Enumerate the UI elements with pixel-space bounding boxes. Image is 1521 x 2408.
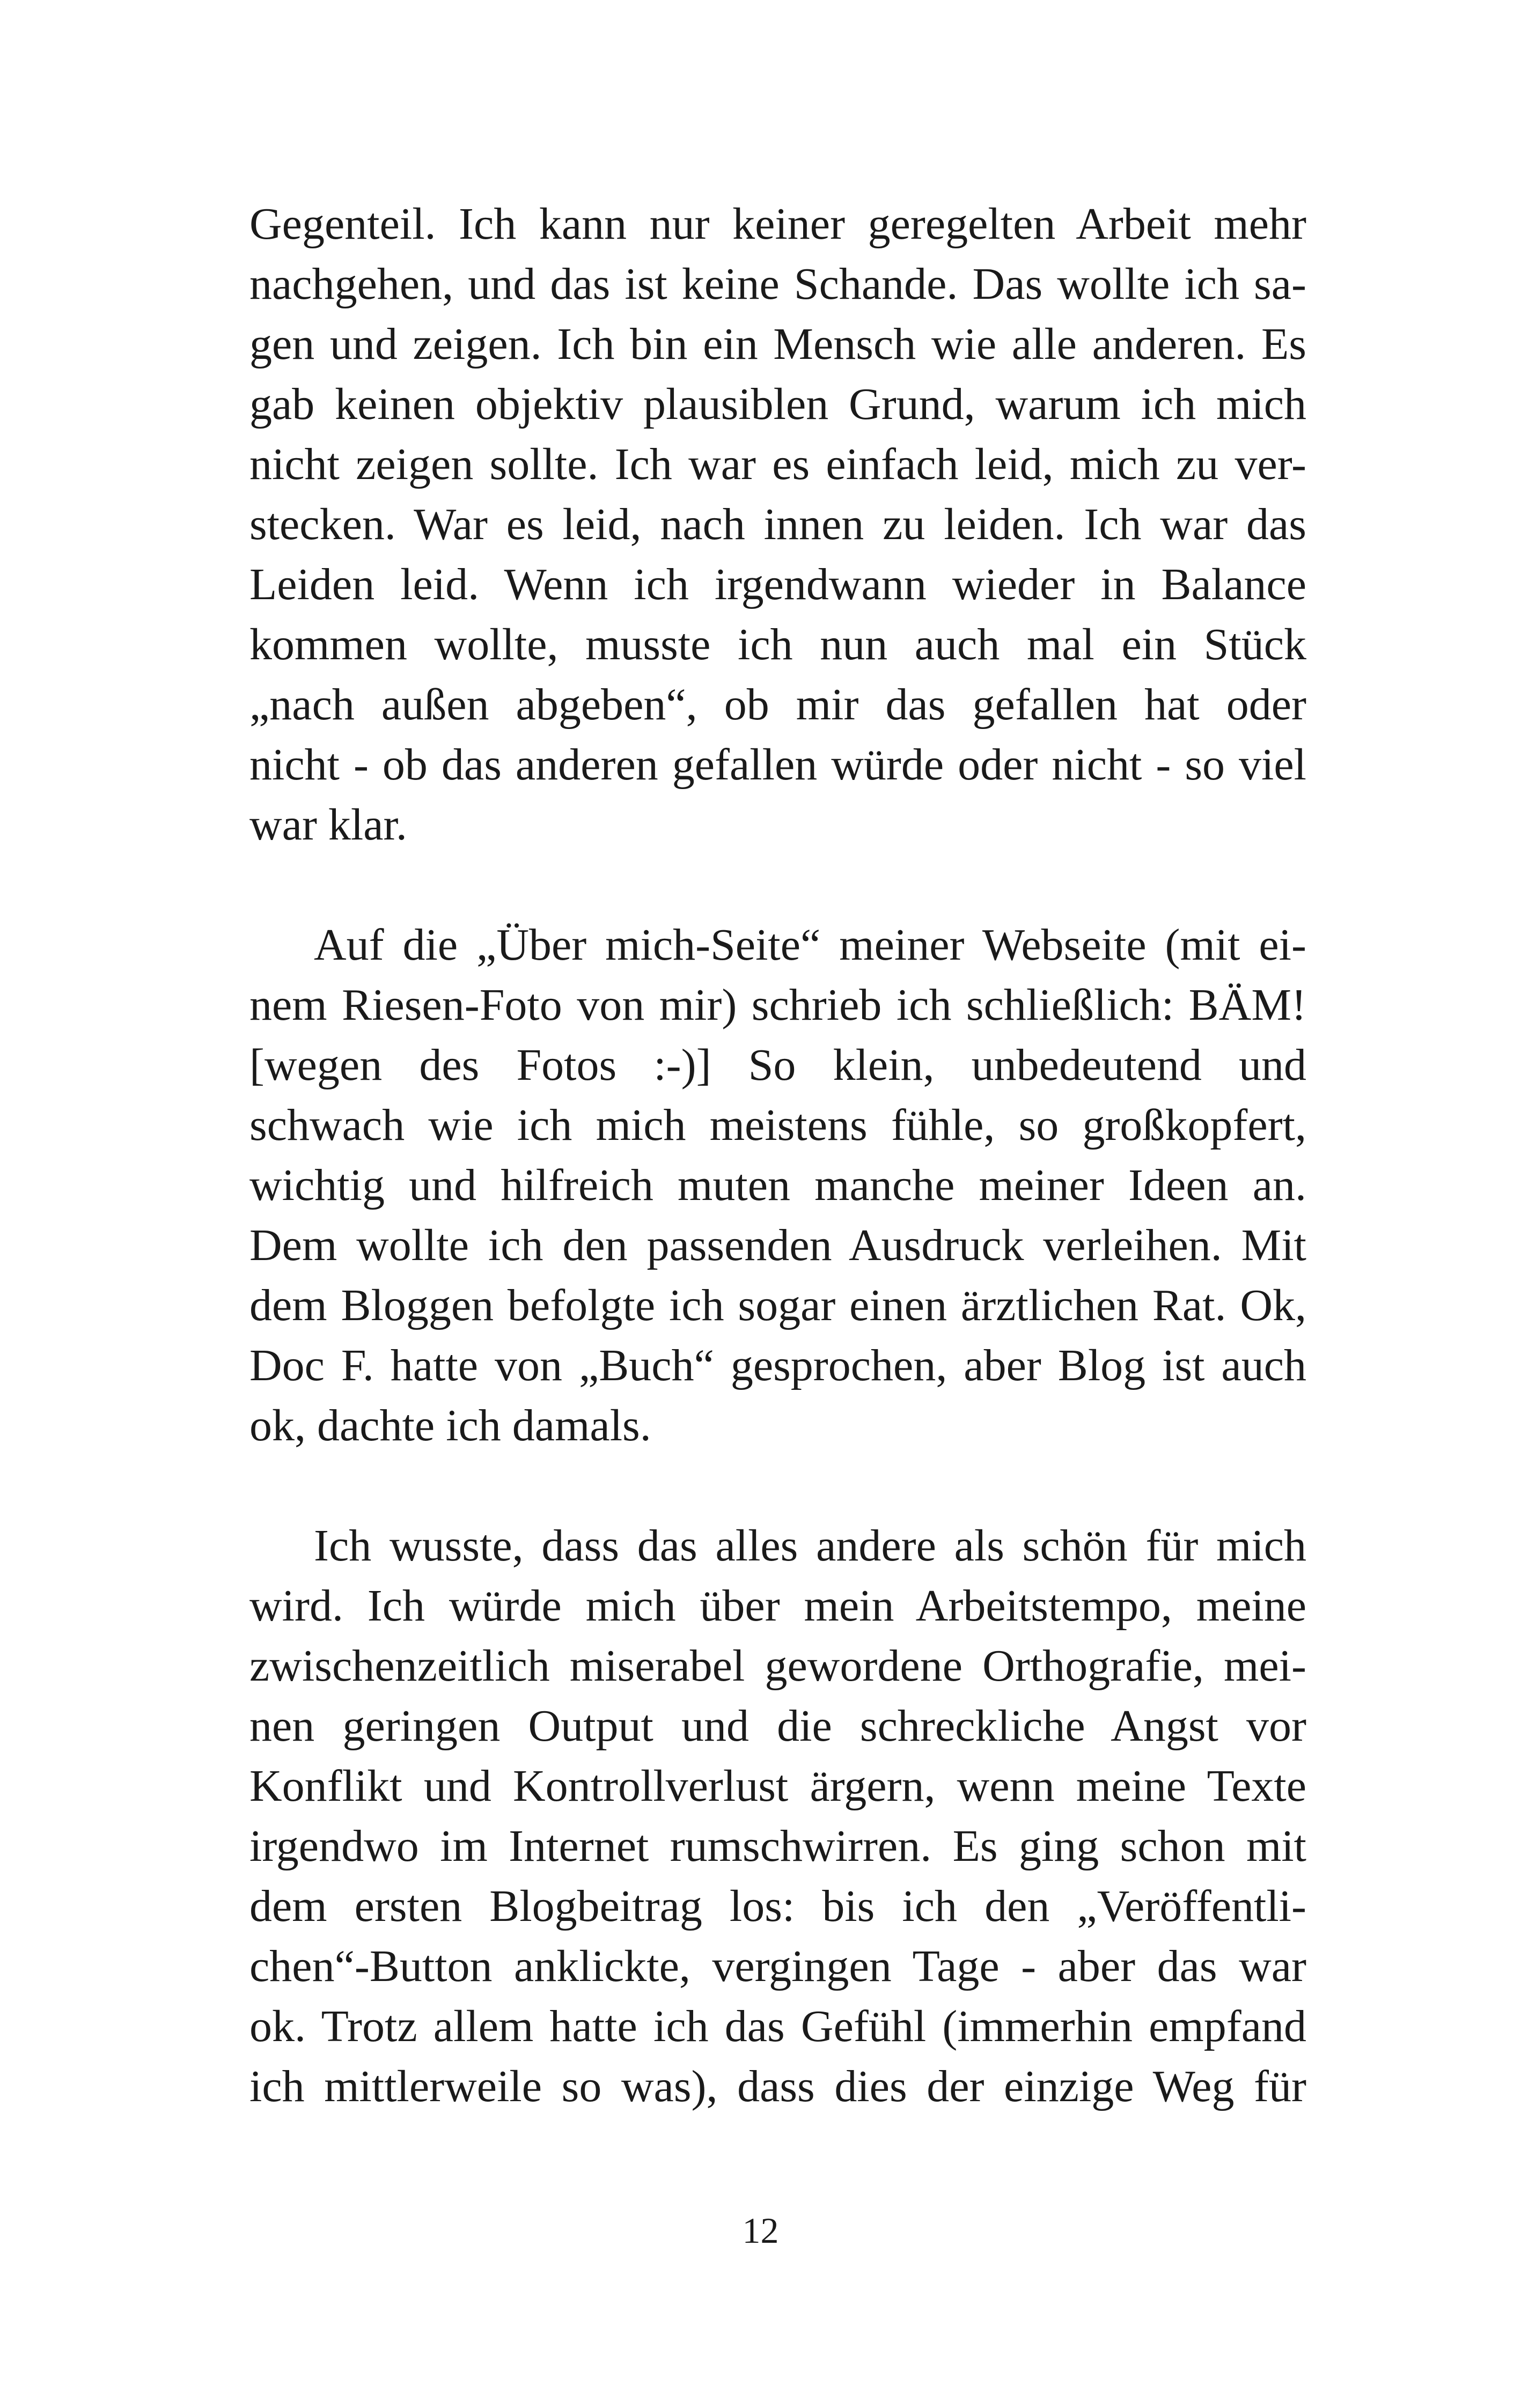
text-line: Leiden leid. Wenn ich irgendwann wieder in Balance (249, 559, 1306, 609)
text-line: nicht - ob das anderen gefallen würde oder nicht - so viel (249, 740, 1306, 790)
text-line: Gegenteil. Ich kann nur keiner geregelten Arbeit mehr (249, 199, 1306, 249)
text-line: war klar. (249, 800, 407, 850)
text-line: schwach wie ich mich meistens fühle, so großkopfert, (249, 1100, 1306, 1150)
text-line: nicht zeigen sollte. Ich war es einfach leid, mich zu ver- (249, 439, 1306, 489)
text-line: ich mittlerweile so was), dass dies der einzige Weg für (249, 2061, 1306, 2111)
text-line: irgendwo im Internet rumschwirren. Es ging schon mit (249, 1821, 1306, 1871)
paragraph-2 (249, 915, 1306, 1456)
text-line: zwischenzeitlich miserabel gewordene Orthografie, mei- (249, 1641, 1306, 1691)
text-line: ok. Trotz allem hatte ich das Gefühl (immerhin empfand (249, 2001, 1306, 2051)
text-line: dem ersten Blogbeitrag los: bis ich den „Veröffentli- (249, 1881, 1306, 1931)
page-number: 12 (742, 2210, 779, 2251)
text-line: dem Bloggen befolgte ich sogar einen ärztlichen Rat. Ok, (249, 1280, 1306, 1330)
text-line: nem Riesen-Foto von mir) schrieb ich schließlich: BÄM! (249, 980, 1306, 1030)
text-line: Ich wusste, dass das alles andere als schön für mich (314, 1521, 1306, 1571)
text-line: stecken. War es leid, nach innen zu leiden. Ich war das (249, 499, 1306, 549)
text-line: Dem wollte ich den passenden Ausdruck verleihen. Mit (249, 1220, 1306, 1270)
text-line: [wegen des Fotos :-)] So klein, unbedeutend und (249, 1040, 1306, 1090)
text-line: gab keinen objektiv plausiblen Grund, warum ich mich (249, 379, 1306, 429)
text-line: chen“-Button anklickte, vergingen Tage - aber das war (249, 1941, 1306, 1991)
text-line: Doc F. hatte von „Buch“ gesprochen, aber Blog ist auch (249, 1341, 1306, 1390)
text-line: „nach außen abgeben“, ob mir das gefallen hat oder (249, 680, 1306, 730)
text-line: wichtig und hilfreich muten manche meiner Ideen an. (249, 1160, 1306, 1210)
text-line: nen geringen Output und die schreckliche Angst vor (249, 1701, 1306, 1751)
paragraph-3 (249, 1516, 1306, 2117)
text-line: Konflikt und Kontrollverlust ärgern, wenn meine Texte (249, 1761, 1306, 1811)
text-line: kommen wollte, musste ich nun auch mal ein Stück (249, 620, 1306, 669)
text-line: wird. Ich würde mich über mein Arbeitstempo, meine (249, 1581, 1306, 1631)
paragraph-1 (249, 194, 1306, 855)
text-line: Auf die „Über mich-Seite“ meiner Webseite (mit ei- (314, 920, 1306, 970)
text-line: gen und zeigen. Ich bin ein Mensch wie alle anderen. Es (249, 319, 1306, 369)
body-text (249, 194, 1306, 2117)
text-line: ok, dachte ich damals. (249, 1401, 651, 1450)
text-line: nachgehen, und das ist keine Schande. Das wollte ich sa- (249, 259, 1306, 309)
